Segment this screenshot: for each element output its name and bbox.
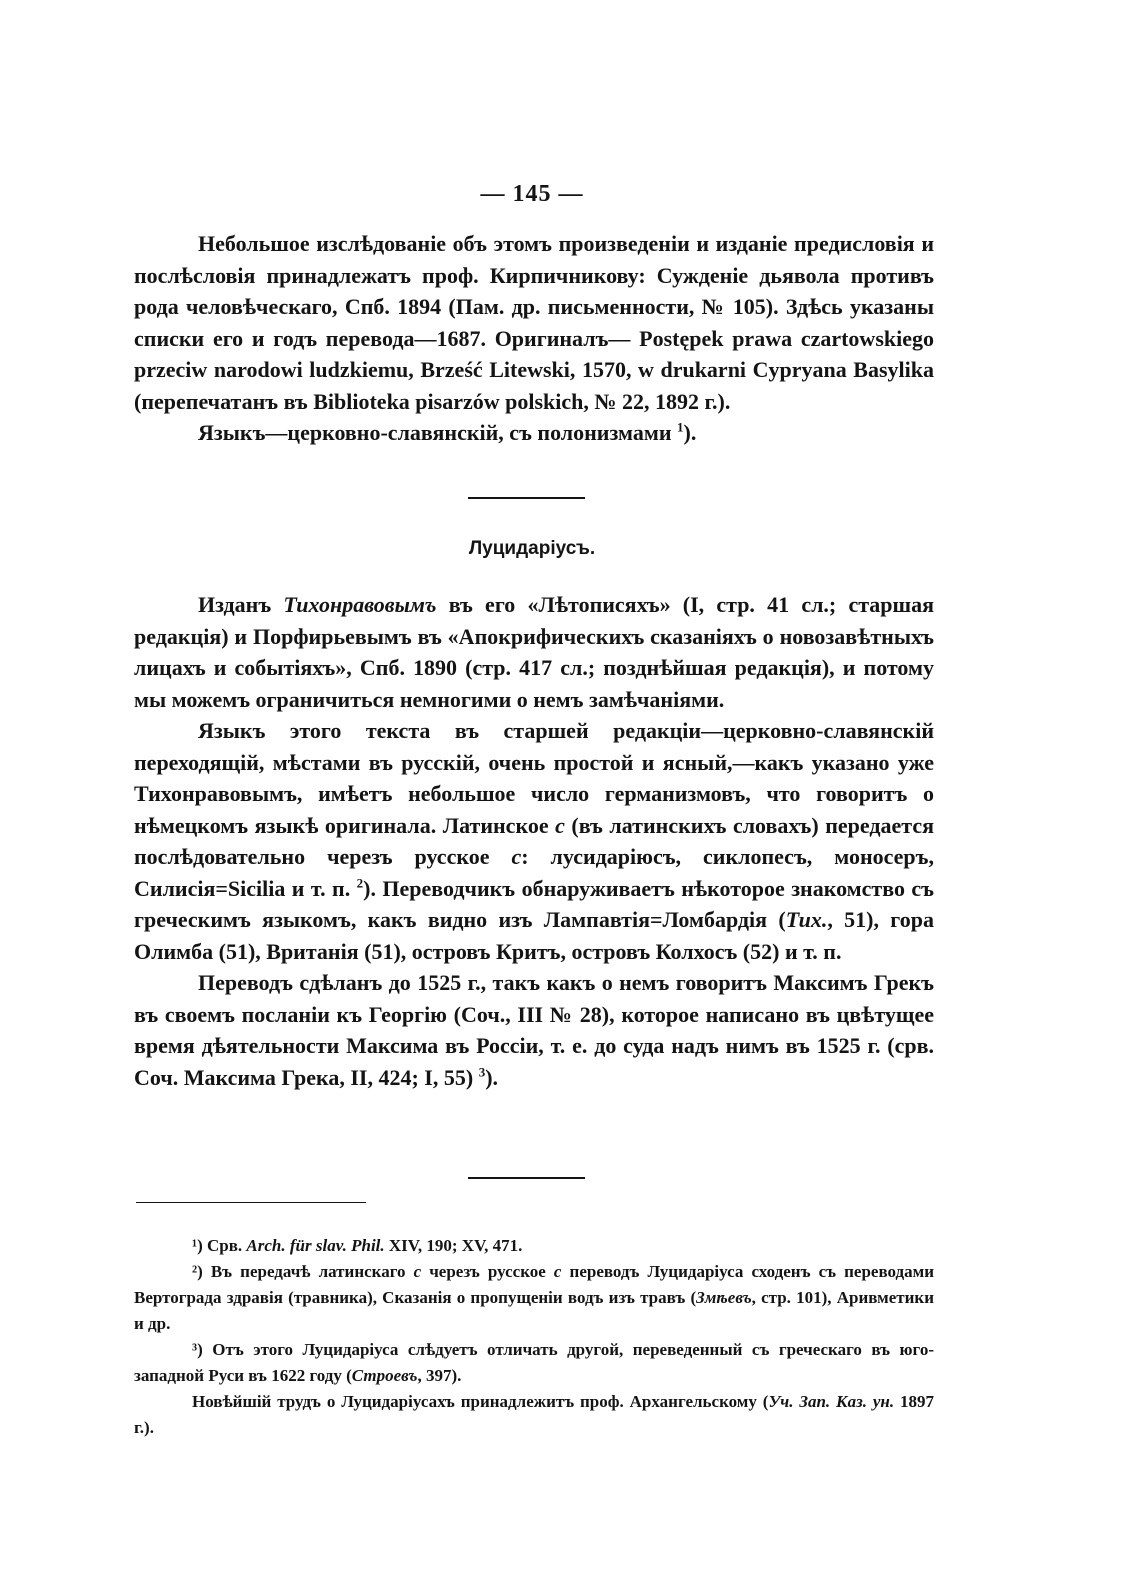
paragraph-text: ). Переводчикъ обнаруживаетъ нѣкоторое знакомство съ греческимъ языкомъ, какъ видно изъ Лампавтія=Ломбардія ( [134, 875, 934, 932]
paragraph-text: (въ латинскихъ словахъ) передается послѣдовательно черезъ русское [134, 812, 934, 869]
paragraph [134, 967, 934, 1093]
footnote-text: ¹) Срв. [192, 1236, 247, 1255]
footnote-ref: 3 [478, 1064, 486, 1080]
letter: c [555, 812, 565, 838]
citation: Уч. Зап. Каз. ун. [768, 1392, 895, 1411]
citation: Строевъ [351, 1366, 418, 1385]
section-preface [134, 228, 934, 449]
footnote-text: , стр. 101), Аривметики и др. [134, 1288, 934, 1333]
paragraph-text: Переводъ сдѣланъ до 1525 г., такъ какъ о немъ говоритъ Максимъ Грекъ въ своемъ посланіи къ Георгію (Соч., III № 28), которое написано въ цвѣтущее время дѣятельности Максима въ Россіи, т. е. до суда надъ нимъ въ 1525 г. (срв. Соч. Максима Грека, II, 424; I, 55) [134, 970, 934, 1090]
footnote [134, 1233, 934, 1259]
footnote [134, 1337, 934, 1389]
paragraph-text: ). [683, 420, 697, 445]
footnote-text: ²) Въ передачѣ латинскаго [192, 1262, 414, 1281]
section-title: Луцидаріусъ. [468, 538, 596, 559]
letter: c [413, 1262, 422, 1281]
footnote-separator [136, 1202, 366, 1203]
letter: с [511, 844, 522, 869]
paragraph-text: ). [485, 1064, 499, 1090]
paragraph: Небольшое изслѣдованіе объ этомъ произведеніи и изданіе предисловія и послѣсловія принадлежатъ проф. Кирпичникову: Сужденіе дьявола противъ рода человѣческаго, Спб. 1894 (Пам. др. письменности, № 105). Здѣсь указаны списки его и годъ перевода—1687. Оригиналъ— Postępek prawa czartowskiego przeciw narodowi ludzkiemu, Brześć Litewski, 1570, w drukarni Cypryana Basylika (перепечатанъ въ Biblioteka pisarzów polskich, № 22, 1892 г.). [134, 231, 934, 414]
paragraph [134, 715, 934, 967]
citation: Arch. für slav. Phil. [246, 1236, 385, 1255]
citation: Змѣевъ [696, 1288, 752, 1307]
footnote-text: Новѣйшій трудъ о Луцидаріусахъ принадлежитъ проф. Архангельскому ( [192, 1392, 769, 1411]
paragraph [134, 417, 934, 449]
footnote-text: XIV, 190; XV, 471. [384, 1236, 523, 1255]
footnote-text: черезъ русское [421, 1262, 554, 1281]
letter: с [553, 1262, 562, 1281]
paragraph-text: Языкъ этого текста въ старшей редакціи—церковно-славянскій переходящій, мѣстами въ русскій, очень простой и ясный,—какъ указано уже Тихонравовымъ, имѣетъ небольшое число германизмовъ, что говоритъ о нѣмецкомъ языкѣ оригинала. Латинское [134, 718, 934, 838]
paragraph-text: : лусидаріюсъ, сиклопесъ, моносеръ, Силисія=Sicilia и т. п. [134, 844, 934, 901]
section-divider [468, 497, 585, 499]
footnote-text: , 397). [417, 1366, 462, 1385]
footnote-text: переводъ Луцидаріуса сходенъ съ переводами Вертограда здравія (травника), Сказанія о пропущеніи водъ изъ травъ ( [134, 1262, 935, 1307]
citation: Тих. [785, 907, 828, 932]
footnotes [134, 1233, 934, 1441]
author-name: Тихонравовымъ [283, 592, 437, 617]
section-divider [468, 1177, 585, 1179]
section-lucidarius [134, 589, 934, 1093]
paragraph-text: , 51), гора Олимба (51), Вританія (51), островъ Критъ, островъ Колхосъ (52) и т. п. [134, 907, 934, 964]
page-number: — 145 — [480, 181, 584, 207]
paragraph-text: Языкъ—церковно-славянскій, съ полонизмами [198, 420, 678, 445]
footnote-text: ³) Отъ этого Луцидаріуса слѣдуетъ отличать другой, переведенный съ греческаго въ юго-западной Руси въ 1622 году ( [134, 1340, 934, 1385]
footnote [134, 1259, 934, 1337]
footnote-ref: 1 [677, 419, 684, 435]
footnote-text: 1897 г.). [134, 1392, 934, 1437]
paragraph-text: Изданъ [198, 592, 284, 617]
footnote [134, 1389, 934, 1441]
footnote-ref: 2 [356, 875, 364, 891]
paragraph [134, 589, 934, 715]
paragraph-text: въ его «Лѣтописяхъ» (I, стр. 41 сл.; старшая редакція) и Порфирьевымъ въ «Апокрифическихъ сказаніяхъ о новозавѣтныхъ лицахъ и событіяхъ», Спб. 1890 (стр. 417 сл.; позднѣйшая редакція), и потому мы можемъ ограничиться немногими о немъ замѣчаніями. [134, 592, 935, 712]
